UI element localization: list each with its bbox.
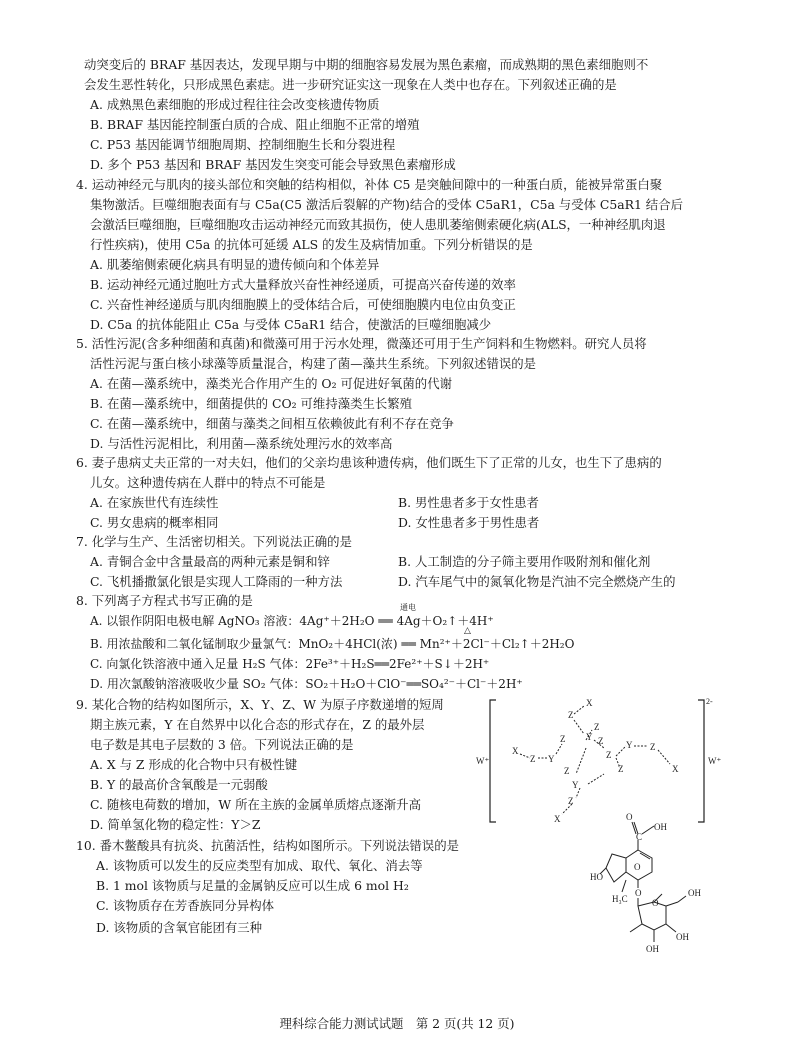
q9-option-a: A. X 与 Z 形成的化合物中只有极性键: [90, 757, 298, 772]
q9-option-c: C. 随核电荷数的增加，W 所在主族的金属单质熔点逐渐升高: [90, 797, 421, 812]
q5-option-a: A. 在菌—藻系统中，藻类光合作用产生的 O₂ 可促进好氧菌的代谢: [90, 376, 452, 391]
q3-option-c: C. P53 基因能调节细胞周期、控制细胞生长和分裂进程: [90, 137, 396, 152]
q7-option-b: B. 人工制造的分子筛主要用作吸附剂和催化剂: [398, 554, 651, 569]
q4-stem-line-3: 会激活巨噬细胞，巨噬细胞攻击运动神经元而致其损伤，使人患肌萎缩侧索硬化病(ALS，一种神经肌肉退: [90, 217, 666, 232]
q3-option-a: A. 成熟黑色素细胞的形成过程往往会改变核遗传物质: [90, 97, 380, 112]
q9-figure-charge: 2-: [706, 697, 713, 706]
q10-stem-line-1: 10. 番木鳖酸具有抗炎、抗菌活性，结构如图所示。下列说法错误的是: [76, 838, 459, 853]
q6-option-c: C. 男女患病的概率相同: [90, 515, 219, 530]
q9-figure-cation-right: W⁺: [708, 756, 722, 766]
q3-stem-line-2: 会发生恶性转化，只形成黑色素痣。进一步研究证实这一现象在人类中也存在。下列叙述正确的是: [84, 77, 617, 92]
q9-stem-line-2: 期主族元素，Y 在自然界中以化合态的形式存在，Z 的最外层: [90, 717, 425, 732]
q8-option-a: A. 以银作阴阳电极电解 AgNO₃ 溶液：4Ag⁺＋2H₂O ══ 4Ag＋O₂↑＋4H⁺: [90, 614, 494, 628]
q9-option-b: B. Y 的最高价含氧酸是一元弱酸: [90, 777, 268, 792]
q5-option-c: C. 在菌—藻系统中，细菌与藻类之间相互依赖彼此有利不存在竞争: [90, 416, 454, 431]
svg-text:X: X: [672, 764, 679, 774]
q10-atom-o-sugar: O: [652, 898, 659, 908]
q10-option-a: A. 该物质可以发生的反应类型有加成、取代、氧化、消去等: [96, 858, 423, 873]
q9-figure-cation-left: W⁺: [476, 756, 490, 766]
q4-stem-line-2: 集物激活。巨噬细胞表面有与 C5a(C5 激活后裂解的产物)结合的受体 C5aR1，C5a 与受体 C5aR1 结合后: [90, 197, 683, 212]
q10-atom-o-link: O: [635, 888, 642, 898]
q10-option-b: B. 1 mol 该物质与足量的金属钠反应可以生成 6 mol H₂: [96, 878, 409, 893]
svg-text:Z: Z: [618, 764, 624, 774]
svg-text:Z: Z: [568, 796, 574, 806]
q6-stem-line-2: 儿女。这种遗传病在人群中的特点不可能是: [90, 475, 326, 490]
svg-text:Y: Y: [572, 780, 579, 790]
svg-text:Z: Z: [606, 750, 612, 760]
q10-molecule-figure: [590, 806, 750, 966]
q4-stem-line-4: 行性疾病)，使用 C5a 的抗体可延缓 ALS 的发生及病情加重。下列分析错误的是: [90, 237, 533, 252]
svg-text:Z: Z: [568, 710, 574, 720]
q8-condition-heat: △: [464, 626, 471, 636]
page-footer: 理科综合能力测试试题 第 2 页(共 12 页): [279, 1016, 515, 1031]
svg-text:Y: Y: [586, 732, 593, 742]
svg-text:Z: Z: [560, 734, 566, 744]
q10-atom-o-carbonyl: O: [626, 812, 633, 822]
q4-option-a: A. 肌萎缩侧索硬化病具有明显的遗传倾向和个体差异: [90, 257, 380, 272]
q8-stem-line-1: 8. 下列离子方程式书写正确的是: [76, 593, 253, 608]
q10-atom-oh-2: OH: [676, 932, 689, 942]
q4-option-b: B. 运动神经元通过胞吐方式大量释放兴奋性神经递质，可提高兴奋传递的效率: [90, 277, 516, 292]
q10-atom-oh-1: OH: [688, 888, 701, 898]
q9-stem-line-3: 电子数是其电子层数的 3 倍。下列说法正确的是: [90, 737, 354, 752]
q5-stem-line-2: 活性污泥与蛋白核小球藻等质量混合，构建了菌—藻共生系统。下列叙述错误的是: [90, 356, 537, 371]
q4-option-d: D. C5a 的抗体能阻止 C5a 与受体 C5aR1 结合，使激活的巨噬细胞减少: [90, 317, 492, 332]
svg-text:Y: Y: [626, 740, 633, 750]
q9-stem-line-1: 9. 某化合物的结构如图所示，X、Y、Z、W 为原子序数递增的短周: [76, 697, 444, 712]
svg-text:Y: Y: [548, 754, 555, 764]
svg-text:Z: Z: [530, 754, 536, 764]
q10-atom-oh-acid: OH: [654, 822, 667, 832]
q7-option-c: C. 飞机播撒氯化银是实现人工降雨的一种方法: [90, 574, 343, 589]
svg-text:Z: Z: [650, 742, 656, 752]
q3-option-d: D. 多个 P53 基因和 BRAF 基因发生突变可能会导致黑色素瘤形成: [90, 157, 456, 172]
q7-option-d: D. 汽车尾气中的氮氧化物是汽油不完全燃烧产生的: [398, 574, 676, 589]
q8-option-b: B. 用浓盐酸和二氧化锰制取少量氯气：MnO₂＋4HCl(浓) ══ Mn²⁺＋2Cl⁻＋Cl₂↑＋2H₂O: [90, 637, 575, 651]
svg-text:X: X: [512, 746, 519, 756]
q10-atom-o-ring: O: [634, 862, 641, 872]
q4-option-c: C. 兴奋性神经递质与肌肉细胞膜上的受体结合后，可使细胞膜内电位由负变正: [90, 297, 516, 312]
q6-stem-line-1: 6. 妻子患病丈夫正常的一对夫妇，他们的父亲均患该种遗传病，他们既生下了正常的儿女，也生下了患病的: [76, 455, 662, 470]
q6-option-a: A. 在家族世代有连续性: [90, 495, 219, 510]
q5-option-d: D. 与活性污泥相比，利用菌—藻系统处理污水的效率高: [90, 436, 393, 451]
q10-atom-oh-3: OH: [646, 944, 659, 954]
q7-option-a: A. 青铜合金中含量最高的两种元素是铜和锌: [90, 554, 330, 569]
q5-option-b: B. 在菌—藻系统中，细菌提供的 CO₂ 可维持藻类生长繁殖: [90, 396, 413, 411]
svg-text:Z: Z: [564, 766, 570, 776]
q4-stem-line-1: 4. 运动神经元与肌肉的接头部位和突触的结构相似，补体 C5 是突触间隙中的一种蛋白质，能被异常蛋白聚: [76, 177, 663, 192]
q8-option-c: C. 向氯化铁溶液中通入足量 H₂S 气体：2Fe³⁺＋H₂S══2Fe²⁺＋S↓＋2H⁺: [90, 657, 490, 671]
q6-option-d: D. 女性患者多于男性患者: [398, 515, 540, 530]
q5-stem-line-1: 5. 活性污泥(含多种细菌和真菌)和微藻可用于污水处理，微藻还可用于生产饲料和生物燃料。研究人员将: [76, 336, 647, 351]
q10-option-c: C. 该物质存在芳香族同分异构体: [96, 898, 274, 913]
q8-condition-electrolysis: 通电: [400, 603, 416, 612]
q7-stem-line-1: 7. 化学与生产、生活密切相关。下列说法正确的是: [76, 534, 352, 549]
q10-atom-methyl: H₃C: [612, 894, 628, 904]
svg-text:X: X: [554, 814, 561, 824]
q8-option-d: D. 用次氯酸钠溶液吸收少量 SO₂ 气体：SO₂＋H₂O＋ClO⁻══SO₄²⁻＋Cl⁻＋2H⁺: [90, 677, 523, 691]
q10-option-d: D. 该物质的含氧官能团有三种: [96, 920, 263, 935]
q10-atom-c: C: [636, 832, 643, 842]
q6-option-b: B. 男性患者多于女性患者: [398, 495, 539, 510]
svg-text:Z: Z: [594, 722, 600, 732]
svg-text:Z: Z: [598, 736, 604, 746]
q10-atom-ho: HO: [590, 872, 603, 882]
q3-stem-line-1: 动突变后的 BRAF 基因表达，发现早期与中期的细胞容易发展为黑色素瘤，而成熟期的黑色素细胞则不: [84, 57, 649, 72]
q3-option-b: B. BRAF 基因能控制蛋白质的合成、阻止细胞不正常的增殖: [90, 117, 420, 132]
q9-option-d: D. 简单氢化物的稳定性：Y＞Z: [90, 817, 261, 832]
svg-text:X: X: [586, 698, 593, 708]
